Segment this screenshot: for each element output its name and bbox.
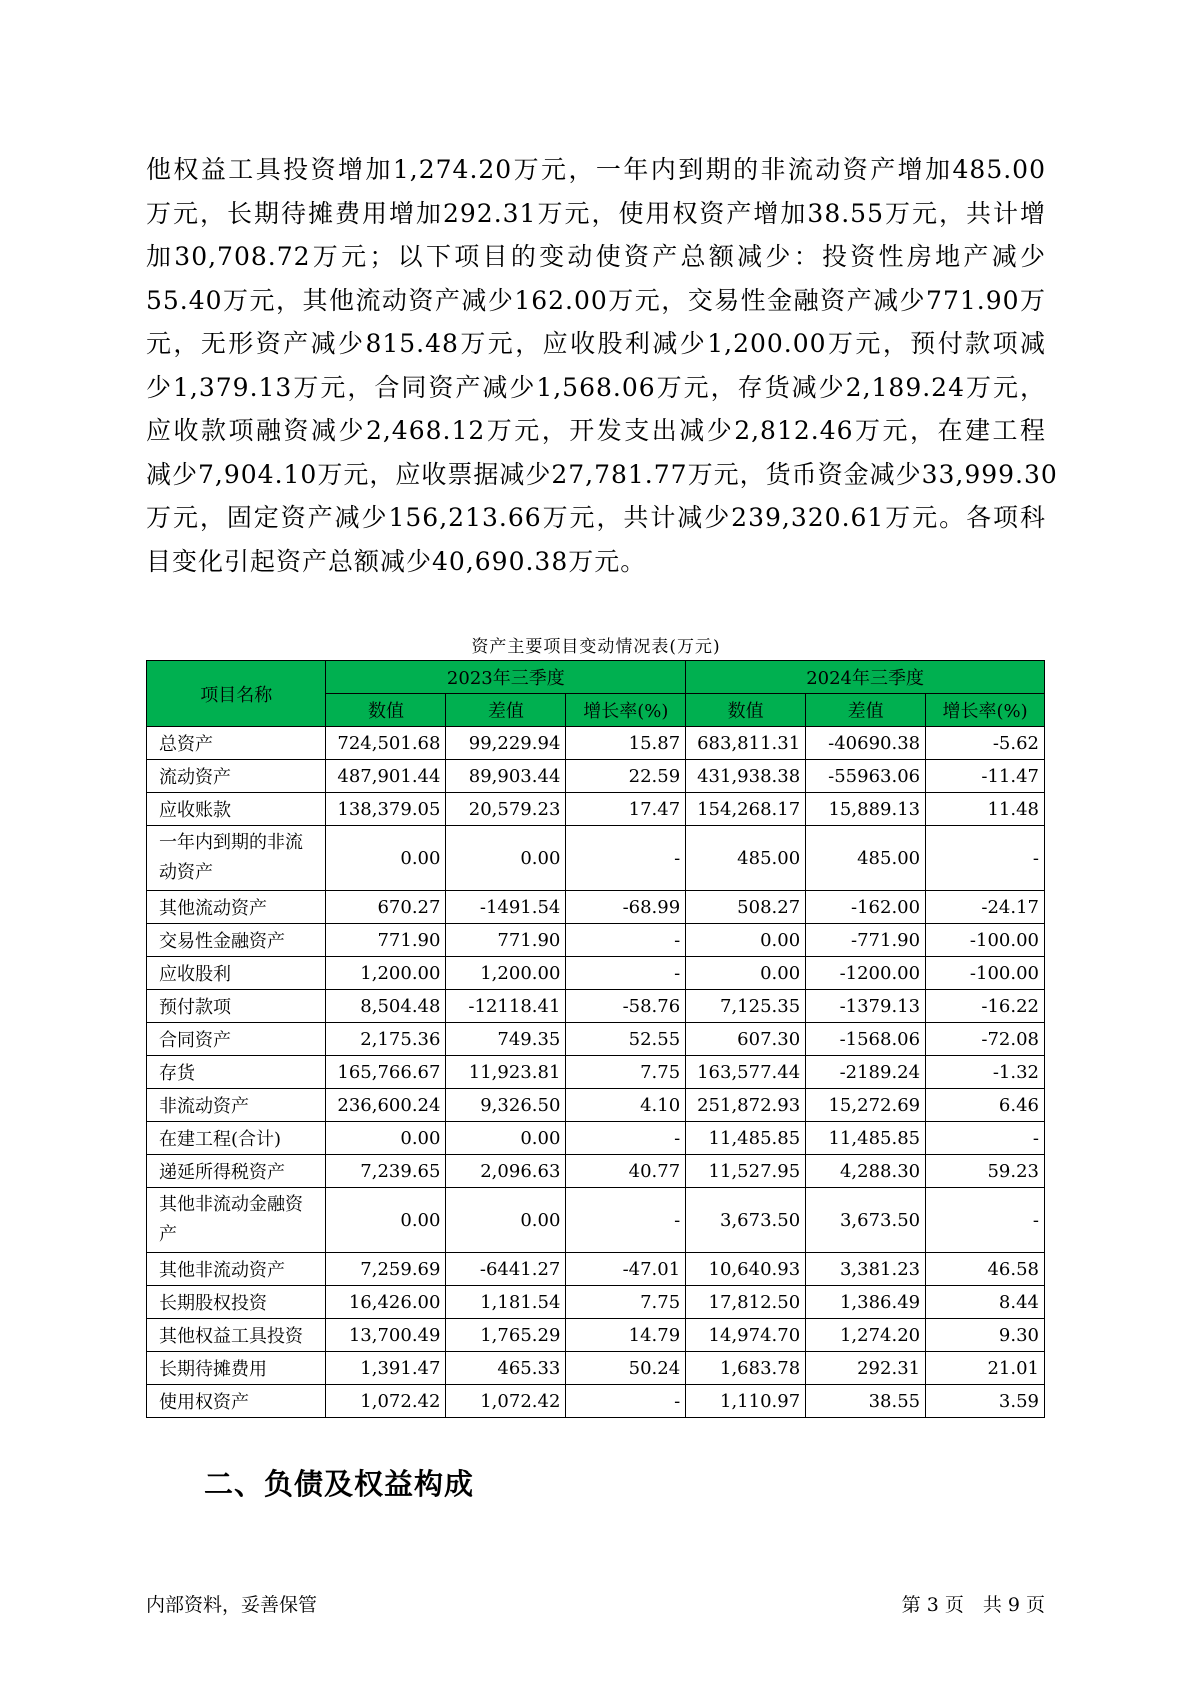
paragraph-line: 加30,708.72万元；以下项目的变动使资产总额减少：投资性房地产减少 <box>146 242 1046 271</box>
table-row <box>147 1155 1045 1188</box>
cell-g1: - <box>566 957 686 990</box>
cell-g1: -47.01 <box>566 1253 686 1286</box>
cell-v1: 13,700.49 <box>326 1319 446 1352</box>
paragraph-line: 元，无形资产减少815.48万元，应收股利减少1,200.00万元，预付款项减 <box>146 329 1046 358</box>
row-item-name: 非流动资产 <box>147 1089 326 1122</box>
table-body <box>147 727 1045 1418</box>
cell-v1: 2,175.36 <box>326 1023 446 1056</box>
cell-d2: 15,889.13 <box>806 793 926 826</box>
cell-v1: 670.27 <box>326 891 446 924</box>
header-growth-rate: 增长率(%) <box>926 694 1045 727</box>
cell-g1: - <box>566 924 686 957</box>
row-item-name: 递延所得税资产 <box>147 1155 326 1188</box>
paragraph-line: 减少7,904.10万元，应收票据减少27,781.77万元，货币资金减少33,999.30 <box>146 459 1058 489</box>
cell-v1: 236,600.24 <box>326 1089 446 1122</box>
cell-v2: 1,110.97 <box>686 1385 806 1418</box>
cell-d1: 9,326.50 <box>446 1089 566 1122</box>
cell-g2: -1.32 <box>926 1056 1045 1089</box>
paragraph-line: 他权益工具投资增加1,274.20万元，一年内到期的非流动资产增加485.00 <box>146 155 1046 184</box>
cell-d2: 1,386.49 <box>806 1286 926 1319</box>
cell-v2: 17,812.50 <box>686 1286 806 1319</box>
cell-v1: 16,426.00 <box>326 1286 446 1319</box>
cell-v1: 1,391.47 <box>326 1352 446 1385</box>
table-row <box>147 891 1045 924</box>
table-row <box>147 793 1045 826</box>
cell-d1: 0.00 <box>446 1188 566 1253</box>
cell-g2: 3.59 <box>926 1385 1045 1418</box>
cell-d2: 485.00 <box>806 826 926 891</box>
header-growth-rate: 增长率(%) <box>566 694 686 727</box>
cell-d1: 99,229.94 <box>446 727 566 760</box>
cell-g1: - <box>566 1385 686 1418</box>
cell-g1: -58.76 <box>566 990 686 1023</box>
paragraph-line: 目变化引起资产总额减少40,690.38万元。 <box>146 546 647 576</box>
table-row <box>147 1253 1045 1286</box>
cell-v2: 0.00 <box>686 957 806 990</box>
table-row <box>147 1056 1045 1089</box>
cell-g2: -72.08 <box>926 1023 1045 1056</box>
table-row <box>147 1089 1045 1122</box>
cell-v2: 508.27 <box>686 891 806 924</box>
cell-v2: 3,673.50 <box>686 1188 806 1253</box>
header-difference: 差值 <box>446 694 566 727</box>
table-row <box>147 1352 1045 1385</box>
row-item-name: 合同资产 <box>147 1023 326 1056</box>
cell-g1: 15.87 <box>566 727 686 760</box>
cell-d2: -55963.06 <box>806 760 926 793</box>
cell-d2: 292.31 <box>806 1352 926 1385</box>
header-period-2024: 2024年三季度 <box>686 661 1045 694</box>
cell-g2: 11.48 <box>926 793 1045 826</box>
cell-d1: 771.90 <box>446 924 566 957</box>
row-item-name: 一年内到期的非流动资产 <box>147 826 326 891</box>
cell-d1: -12118.41 <box>446 990 566 1023</box>
table-row <box>147 826 1045 891</box>
cell-d2: -162.00 <box>806 891 926 924</box>
cell-g2: -24.17 <box>926 891 1045 924</box>
row-item-name: 应收账款 <box>147 793 326 826</box>
cell-v2: 0.00 <box>686 924 806 957</box>
row-item-name: 流动资产 <box>147 760 326 793</box>
table-row <box>147 1188 1045 1253</box>
row-item-name: 使用权资产 <box>147 1385 326 1418</box>
cell-d2: 4,288.30 <box>806 1155 926 1188</box>
cell-d2: -1568.06 <box>806 1023 926 1056</box>
footer-page-number: 第 3 页 共 9 页 <box>901 1594 1045 1616</box>
header-value: 数值 <box>686 694 806 727</box>
cell-d2: -771.90 <box>806 924 926 957</box>
cell-g2: -11.47 <box>926 760 1045 793</box>
paragraph-line: 应收款项融资减少2,468.12万元，开发支出减少2,812.46万元，在建工程 <box>146 416 1046 445</box>
cell-d2: 11,485.85 <box>806 1122 926 1155</box>
header-item-name: 项目名称 <box>147 661 326 727</box>
cell-g2: 9.30 <box>926 1319 1045 1352</box>
cell-g1: 7.75 <box>566 1286 686 1319</box>
cell-g2: -5.62 <box>926 727 1045 760</box>
cell-d1: 1,200.00 <box>446 957 566 990</box>
cell-v1: 138,379.05 <box>326 793 446 826</box>
cell-v2: 683,811.31 <box>686 727 806 760</box>
cell-v1: 0.00 <box>326 826 446 891</box>
cell-d1: 749.35 <box>446 1023 566 1056</box>
row-item-name: 交易性金融资产 <box>147 924 326 957</box>
paragraph-line: 万元，长期待摊费用增加292.31万元，使用权资产增加38.55万元，共计增 <box>146 198 1046 228</box>
cell-g2: -100.00 <box>926 957 1045 990</box>
cell-d2: -1200.00 <box>806 957 926 990</box>
row-item-name: 总资产 <box>147 727 326 760</box>
cell-g1: 4.10 <box>566 1089 686 1122</box>
row-item-name: 在建工程(合计) <box>147 1122 326 1155</box>
cell-v1: 0.00 <box>326 1122 446 1155</box>
cell-v2: 431,938.38 <box>686 760 806 793</box>
cell-v2: 14,974.70 <box>686 1319 806 1352</box>
table-row <box>147 727 1045 760</box>
cell-g2: 6.46 <box>926 1089 1045 1122</box>
cell-g2: - <box>926 1122 1045 1155</box>
cell-d1: 11,923.81 <box>446 1056 566 1089</box>
cell-d2: 38.55 <box>806 1385 926 1418</box>
cell-g1: -68.99 <box>566 891 686 924</box>
table-row <box>147 1286 1045 1319</box>
table-row <box>147 1319 1045 1352</box>
cell-v1: 8,504.48 <box>326 990 446 1023</box>
cell-v2: 1,683.78 <box>686 1352 806 1385</box>
row-item-name: 其他非流动资产 <box>147 1253 326 1286</box>
cell-d2: -40690.38 <box>806 727 926 760</box>
cell-v1: 724,501.68 <box>326 727 446 760</box>
cell-d2: 1,274.20 <box>806 1319 926 1352</box>
cell-v1: 165,766.67 <box>326 1056 446 1089</box>
cell-g2: 46.58 <box>926 1253 1045 1286</box>
cell-d1: 89,903.44 <box>446 760 566 793</box>
cell-g1: - <box>566 1122 686 1155</box>
cell-v1: 7,259.69 <box>326 1253 446 1286</box>
cell-v2: 7,125.35 <box>686 990 806 1023</box>
cell-v1: 1,072.42 <box>326 1385 446 1418</box>
paragraph-line: 少1,379.13万元，合同资产减少1,568.06万元，存货减少2,189.24万元， <box>146 372 1046 402</box>
cell-g2: -16.22 <box>926 990 1045 1023</box>
cell-d2: 15,272.69 <box>806 1089 926 1122</box>
cell-g2: -100.00 <box>926 924 1045 957</box>
row-item-name: 存货 <box>147 1056 326 1089</box>
cell-d1: 2,096.63 <box>446 1155 566 1188</box>
cell-g1: - <box>566 1188 686 1253</box>
cell-d1: 0.00 <box>446 826 566 891</box>
header-difference: 差值 <box>806 694 926 727</box>
cell-d1: 1,181.54 <box>446 1286 566 1319</box>
cell-g1: 17.47 <box>566 793 686 826</box>
table-row <box>147 1122 1045 1155</box>
cell-d2: 3,673.50 <box>806 1188 926 1253</box>
body-paragraph <box>146 148 1058 583</box>
cell-v2: 10,640.93 <box>686 1253 806 1286</box>
header-value: 数值 <box>326 694 446 727</box>
row-item-name: 其他权益工具投资 <box>147 1319 326 1352</box>
cell-v2: 11,485.85 <box>686 1122 806 1155</box>
asset-change-table <box>146 660 1045 1418</box>
cell-d1: 1,072.42 <box>446 1385 566 1418</box>
cell-d2: -1379.13 <box>806 990 926 1023</box>
cell-v2: 485.00 <box>686 826 806 891</box>
cell-g2: - <box>926 826 1045 891</box>
cell-g1: 14.79 <box>566 1319 686 1352</box>
cell-v1: 7,239.65 <box>326 1155 446 1188</box>
cell-g1: 7.75 <box>566 1056 686 1089</box>
cell-d1: -6441.27 <box>446 1253 566 1286</box>
cell-v1: 0.00 <box>326 1188 446 1253</box>
table-row <box>147 760 1045 793</box>
paragraph-line: 万元，固定资产减少156,213.66万元，共计减少239,320.61万元。各项科 <box>146 503 1046 532</box>
row-item-name: 其他流动资产 <box>147 891 326 924</box>
table-row <box>147 924 1045 957</box>
table-row <box>147 1385 1045 1418</box>
cell-g1: - <box>566 826 686 891</box>
table-row <box>147 1023 1045 1056</box>
cell-g1: 50.24 <box>566 1352 686 1385</box>
table-row <box>147 990 1045 1023</box>
row-item-name: 预付款项 <box>147 990 326 1023</box>
cell-d2: 3,381.23 <box>806 1253 926 1286</box>
cell-v1: 771.90 <box>326 924 446 957</box>
cell-d1: -1491.54 <box>446 891 566 924</box>
footer-confidential-note: 内部资料，妥善保管 <box>146 1594 318 1616</box>
cell-d1: 465.33 <box>446 1352 566 1385</box>
cell-v2: 154,268.17 <box>686 793 806 826</box>
cell-d1: 0.00 <box>446 1122 566 1155</box>
section-heading: 二、负债及权益构成 <box>204 1467 475 1501</box>
cell-d1: 1,765.29 <box>446 1319 566 1352</box>
cell-g1: 22.59 <box>566 760 686 793</box>
cell-v1: 1,200.00 <box>326 957 446 990</box>
row-item-name: 其他非流动金融资产 <box>147 1188 326 1253</box>
cell-d1: 20,579.23 <box>446 793 566 826</box>
cell-v2: 163,577.44 <box>686 1056 806 1089</box>
cell-v1: 487,901.44 <box>326 760 446 793</box>
row-item-name: 长期待摊费用 <box>147 1352 326 1385</box>
cell-g1: 52.55 <box>566 1023 686 1056</box>
cell-g2: - <box>926 1188 1045 1253</box>
cell-v2: 607.30 <box>686 1023 806 1056</box>
header-period-2023: 2023年三季度 <box>326 661 686 694</box>
cell-g2: 21.01 <box>926 1352 1045 1385</box>
cell-g2: 8.44 <box>926 1286 1045 1319</box>
cell-g1: 40.77 <box>566 1155 686 1188</box>
row-item-name: 长期股权投资 <box>147 1286 326 1319</box>
row-item-name: 应收股利 <box>147 957 326 990</box>
cell-g2: 59.23 <box>926 1155 1045 1188</box>
cell-d2: -2189.24 <box>806 1056 926 1089</box>
table-caption: 资产主要项目变动情况表(万元) <box>471 637 721 657</box>
cell-v2: 251,872.93 <box>686 1089 806 1122</box>
table-row <box>147 957 1045 990</box>
paragraph-line: 55.40万元，其他流动资产减少162.00万元，交易性金融资产减少771.90万 <box>146 285 1046 315</box>
cell-v2: 11,527.95 <box>686 1155 806 1188</box>
